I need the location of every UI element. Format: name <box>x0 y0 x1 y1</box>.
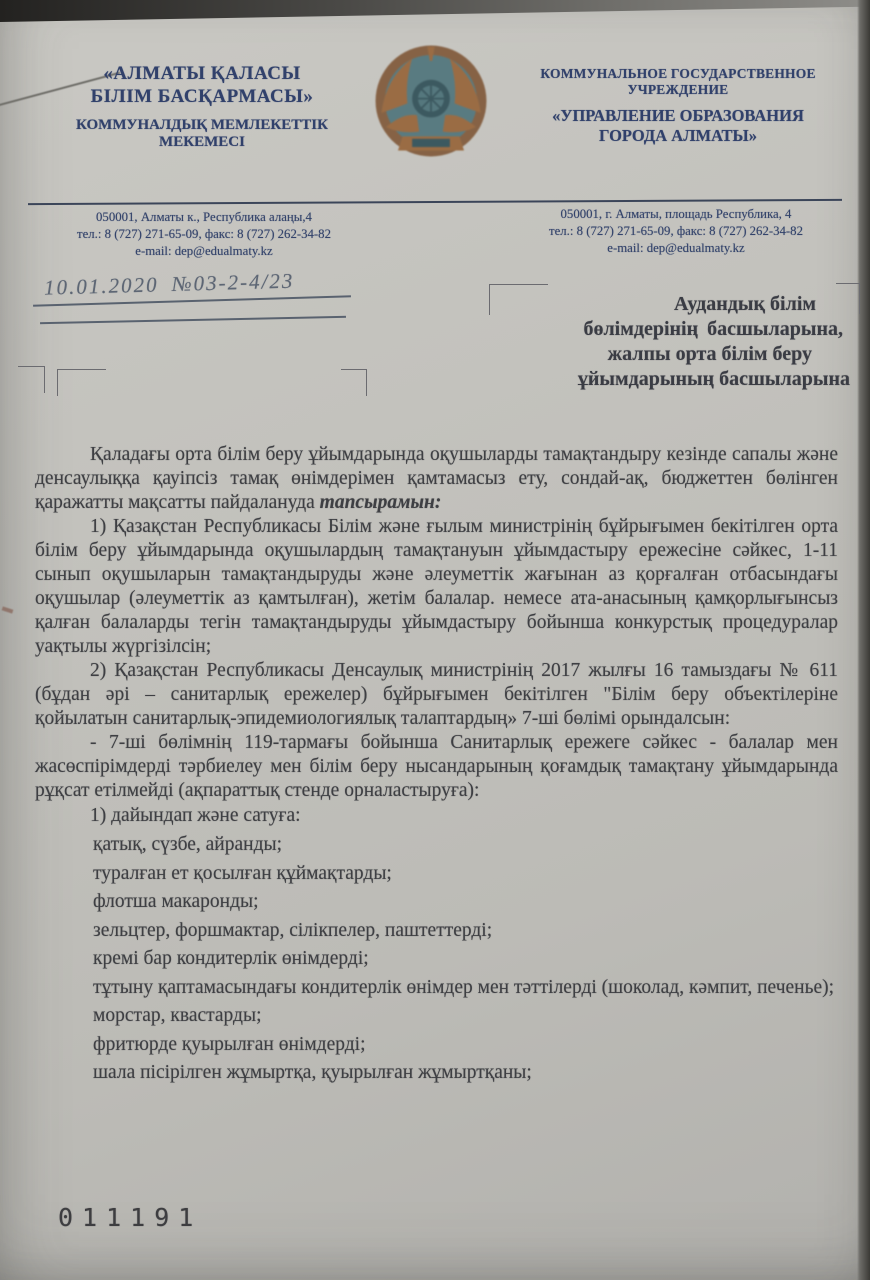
ink-speck <box>2 606 14 613</box>
list-item: фритюрде қуырылған өнімдерді; <box>93 1033 366 1055</box>
org-header-russian <box>502 66 854 146</box>
header-divider <box>28 199 842 206</box>
letter-body <box>35 443 838 1090</box>
org-subtitle-kz-line2: МЕКЕМЕСІ <box>159 134 245 150</box>
paragraph-sanitary-rule: - 7-ші бөлімнің 119-тармағы бойынша Санитарлық ережеге сәйкес - балалар мен жасөспірімдерді тәрбиелеу мен білім беру нысандарының қоғамдық тамақтану ұйымдарында рұқсат етілмейді (ақпараттық стенде орналастыруға): <box>35 732 838 801</box>
email-line: e-mail: dep@edualmaty.kz <box>135 244 273 258</box>
list-intro: 1) дайындап және сатуға: <box>90 805 301 826</box>
intro-text: Қаладағы орта білім беру ұйымдарында оқушыларды тамақтандыру кезінде сапалы және денсаулыққа қауіпсіз тамақ өнімдерімен қамтамасыз ету, сондай-ақ, бюджеттен бөлінген қаражатты мақсатты пайдалануда <box>35 444 838 513</box>
org-subtitle-ru-line1: КОММУНАЛЬНОЕ ГОСУДАРСТВЕННОЕ <box>540 66 816 81</box>
contact-info-russian <box>498 206 854 257</box>
paragraph-order-1: 1) Қазақстан Республикасы Білім және ғылым министрінің бұйрығымен бекітілген орта білім беру ұйымдарында оқушылардың тамақтануын ұйымдастыру ережесіне сәйкес, 1-11 сынып оқушыларын тамақтандыруды және әлеуметтік жағынан аз қорғалған отбасындағы оқушылар (әлеуметтік аз қамтылған), жетім балалар. немесе ата-анасының қамқорлығынсыз қалған балаларды тегін тамақтандыруды ұйымдастыру бойынша конкурстық процедуралар уақтылы жүргізілсін; <box>35 516 838 657</box>
address-line: 050001, Алматы к., Республика алаңы,4 <box>96 210 312 224</box>
addressee-block <box>430 292 850 392</box>
addressee-line: жалпы орта білім беру <box>607 343 812 365</box>
intro-emphasis: тапсырамын: <box>319 492 442 513</box>
contact-info-kazakh <box>36 209 372 260</box>
addressee-line: Аудандық білім <box>673 293 816 315</box>
list-item: флотша макаронды; <box>93 891 259 912</box>
fold-mark <box>18 366 45 393</box>
scan-edge-right <box>857 0 870 1280</box>
addressee-line: бөлімдерінің басшыларына, <box>583 318 843 340</box>
addressee-line: ұйымдарының басшыларына <box>577 368 850 390</box>
org-title-ru-line2: ГОРОДА АЛМАТЫ» <box>598 126 757 145</box>
list-item: морстар, квастарды; <box>93 1005 262 1026</box>
list-item: шала пісірілген жұмыртқа, қуырылған жұмыртқаны; <box>93 1062 532 1083</box>
address-line: 050001, г. Алматы, площадь Республика, 4 <box>560 207 792 221</box>
org-subtitle-kz-line1: КОММУНАЛДЫҚ МЕМЛЕКЕТТІК <box>76 117 328 133</box>
list-item: қатық, сүзбе, айранды; <box>93 834 283 855</box>
reference-date: 10.01.2020 <box>43 272 159 300</box>
paragraph-order-2: 2) Қазақстан Республикасы Денсаулық министрінің 2017 жылғы 16 тамыздағы № 611 (бұдан әрі – санитарлық ережелер) бұйрығымен бекітілген "Білім беру объектілеріне қойылатын санитарлық-эпидемиологиялық талаптардың» 7-ші бөлімі орындалсын: <box>35 660 838 729</box>
org-title-kz-line2: БІЛІМ БАСҚАРМАСЫ» <box>90 86 314 107</box>
reference-number: №03-2-4/23 <box>171 268 295 297</box>
fold-mark <box>341 369 367 396</box>
org-title-ru-line1: «УПРАВЛЕНИЕ ОБРАЗОВАНИЯ <box>552 106 804 125</box>
handwritten-underline <box>40 316 346 324</box>
org-title-kz-line1: «АЛМАТЫ ҚАЛАСЫ <box>103 63 301 84</box>
list-item: кремі бар кондитерлік өнімдерді; <box>93 948 369 969</box>
scan-edge-top <box>0 0 870 22</box>
email-line: e-mail: dep@edualmaty.kz <box>607 241 745 255</box>
form-number: 011191 <box>58 1203 203 1232</box>
phone-line: тел.: 8 (727) 271-65-09, факс: 8 (727) 262-34-82 <box>549 224 803 238</box>
list-item: туралған ет қосылған құймақтарды; <box>93 862 392 884</box>
list-item: тұтыну қаптамасындағы кондитерлік өнімдер мен тәттілерді (шоколад, кәмпит, печенье); <box>93 976 835 998</box>
kazakhstan-emblem <box>372 38 490 164</box>
list-item: зельцтер, форшмактар, сілікпелер, паштеттерді; <box>93 919 493 941</box>
org-subtitle-ru-line2: УЧРЕЖДЕНИЕ <box>627 82 729 97</box>
phone-line: тел.: 8 (727) 271-65-09, факс: 8 (727) 262-34-82 <box>77 227 331 241</box>
paragraph-intro <box>35 443 838 515</box>
fold-mark <box>57 369 106 396</box>
org-header-kazakh <box>42 62 362 151</box>
